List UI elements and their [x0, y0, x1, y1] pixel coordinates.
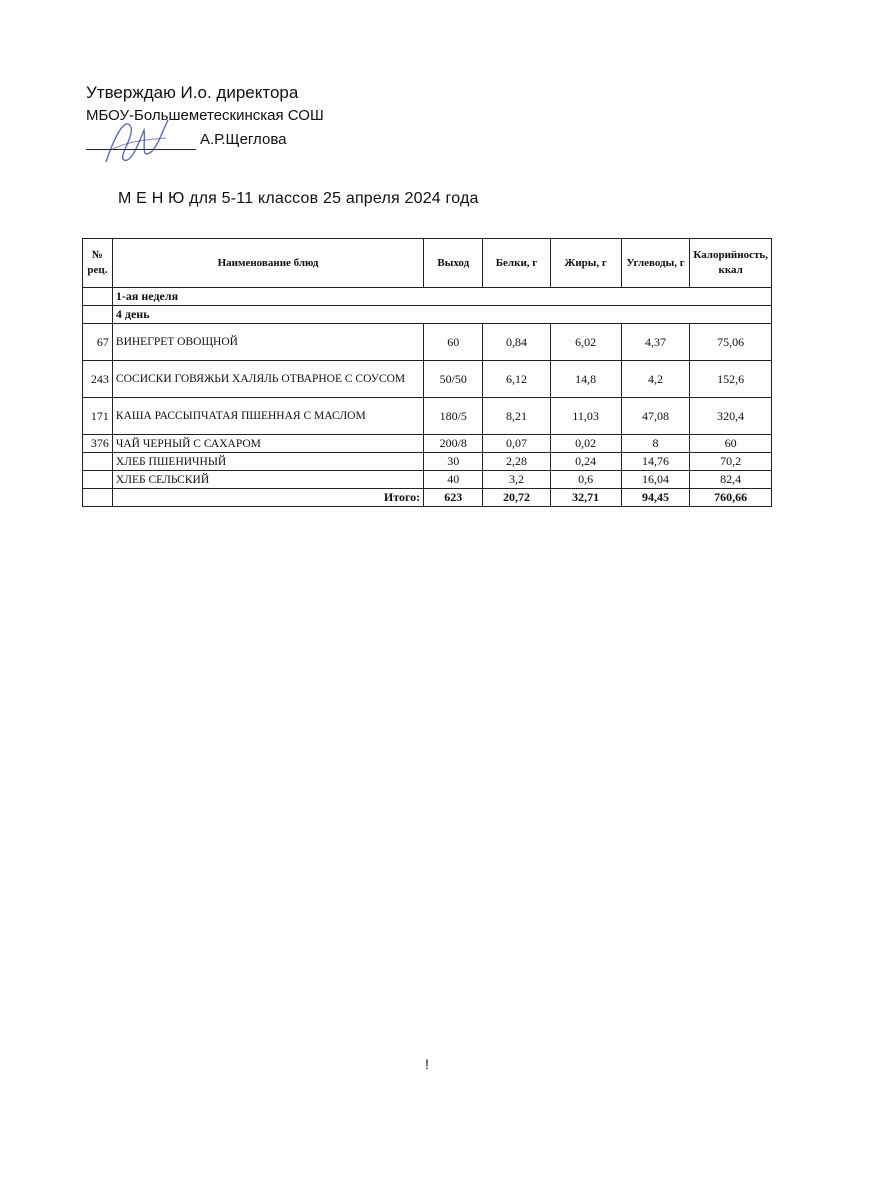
cell-yield: 40: [424, 471, 483, 489]
total-yield: 623: [424, 489, 483, 507]
cell-name: ХЛЕБ СЕЛЬСКИЙ: [112, 471, 423, 489]
cell-num: [83, 453, 113, 471]
cell-name: КАША РАССЫПЧАТАЯ ПШЕННАЯ С МАСЛОМ: [112, 398, 423, 435]
cell-carbs: 8: [621, 435, 690, 453]
cell-yield: 200/8: [424, 435, 483, 453]
cell-num: 376: [83, 435, 113, 453]
cell-name: ВИНЕГРЕТ ОВОЩНОЙ: [112, 324, 423, 361]
total-row: [83, 489, 772, 507]
cell-kcal: 75,06: [690, 324, 772, 361]
cell-yield: 50/50: [424, 361, 483, 398]
header-kcal: Калорийность, ккал: [690, 239, 772, 288]
total-carbs: 94,45: [621, 489, 690, 507]
cell-yield: 30: [424, 453, 483, 471]
table-header-row: [83, 239, 772, 288]
menu-table: [82, 238, 772, 507]
cell-protein: 3,2: [483, 471, 550, 489]
cell-kcal: 82,4: [690, 471, 772, 489]
cell-fat: 0,02: [550, 435, 621, 453]
cell-protein: 0,84: [483, 324, 550, 361]
cell-carbs: 16,04: [621, 471, 690, 489]
cell-protein: 2,28: [483, 453, 550, 471]
cell-num: [83, 471, 113, 489]
cell-fat: 14,8: [550, 361, 621, 398]
cell-name: ЧАЙ ЧЕРНЫЙ С САХАРОМ: [112, 435, 423, 453]
header-fat: Жиры, г: [550, 239, 621, 288]
table-row: [83, 471, 772, 489]
cell-protein: 0,07: [483, 435, 550, 453]
cell-name: СОСИСКИ ГОВЯЖЬИ ХАЛЯЛЬ ОТВАРНОЕ С СОУСОМ: [112, 361, 423, 398]
header-name: Наименование блюд: [112, 239, 423, 288]
cell-kcal: 152,6: [690, 361, 772, 398]
total-kcal: 760,66: [690, 489, 772, 507]
page-mark: !: [425, 1056, 429, 1072]
cell-fat: 0,6: [550, 471, 621, 489]
cell-yield: 60: [424, 324, 483, 361]
table-row: [83, 453, 772, 471]
approval-line-1: Утверждаю И.о. директора: [86, 83, 299, 102]
cell-carbs: 14,76: [621, 453, 690, 471]
cell-num: 171: [83, 398, 113, 435]
signer-name: А.Р.Щеглова: [200, 131, 287, 148]
table-row: [83, 361, 772, 398]
cell-kcal: 70,2: [690, 453, 772, 471]
week-row: [83, 288, 772, 306]
table-row: [83, 435, 772, 453]
cell-fat: 6,02: [550, 324, 621, 361]
cell-num: 243: [83, 361, 113, 398]
day-row: [83, 306, 772, 324]
cell-fat: 11,03: [550, 398, 621, 435]
week-label: 1-ая неделя: [112, 288, 771, 306]
cell-name: ХЛЕБ ПШЕНИЧНЫЙ: [112, 453, 423, 471]
header-carbs: Углеводы, г: [621, 239, 690, 288]
cell-kcal: 60: [690, 435, 772, 453]
total-label: Итого:: [112, 489, 423, 507]
handwritten-signature: [96, 112, 176, 172]
cell-yield: 180/5: [424, 398, 483, 435]
cell-fat: 0,24: [550, 453, 621, 471]
page-title: М Е Н Ю для 5-11 классов 25 апреля 2024 года: [118, 190, 479, 207]
cell-kcal: 320,4: [690, 398, 772, 435]
total-fat: 32,71: [550, 489, 621, 507]
cell-carbs: 4,2: [621, 361, 690, 398]
cell-carbs: 4,37: [621, 324, 690, 361]
cell-protein: 6,12: [483, 361, 550, 398]
header-num: № рец.: [83, 239, 113, 288]
day-label: 4 день: [112, 306, 771, 324]
cell-protein: 8,21: [483, 398, 550, 435]
table-row: [83, 324, 772, 361]
cell-carbs: 47,08: [621, 398, 690, 435]
total-protein: 20,72: [483, 489, 550, 507]
table-row: [83, 398, 772, 435]
header-protein: Белки, г: [483, 239, 550, 288]
approval-line-2: МБОУ-Большеметескинская СОШ: [86, 107, 324, 124]
cell-num: 67: [83, 324, 113, 361]
header-yield: Выход: [424, 239, 483, 288]
